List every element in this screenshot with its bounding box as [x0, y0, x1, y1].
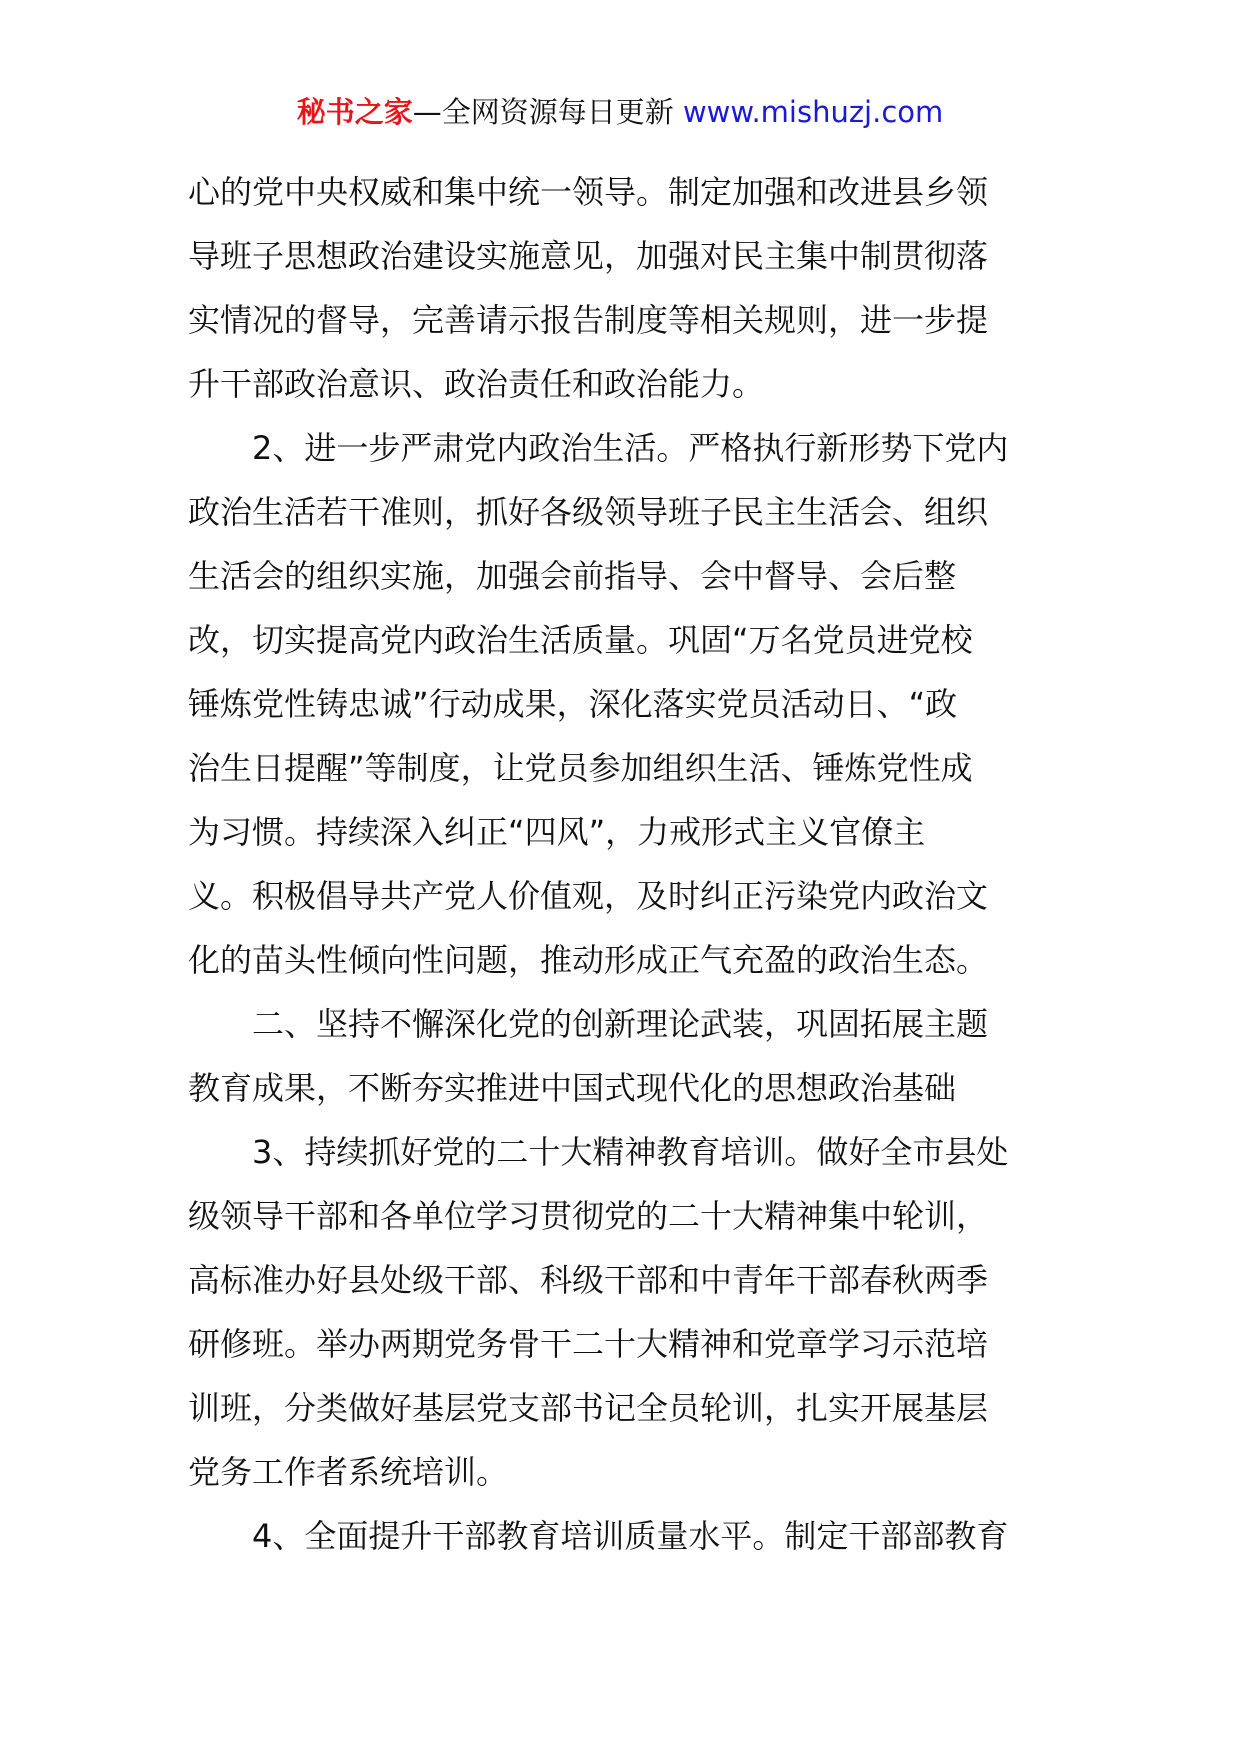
- section-heading: [188, 992, 1058, 1120]
- text-line: 心的党中央权威和集中统一领导。制定加强和改进县乡领: [188, 173, 989, 211]
- text-line: 3、持续抓好党的二十大精神教育培训。做好全市县处: [252, 1133, 1009, 1171]
- text-line: 政治生活若干准则，抓好各级领导班子民主生活会、组织: [188, 493, 989, 531]
- paragraph-3: [188, 1120, 1058, 1504]
- text-line: 改，切实提高党内政治生活质量。巩固“万名党员进党校: [188, 621, 973, 659]
- document-body: [188, 160, 1058, 1568]
- text-line: 义。积极倡导共产党人价值观，及时纠正污染党内政治文: [188, 877, 989, 915]
- paragraph-4: [188, 1504, 1058, 1568]
- text-line: 锤炼党性铸忠诚”行动成果，深化落实党员活动日、“政: [188, 685, 958, 723]
- text-line: 4、全面提升干部教育培训质量水平。制定干部部教育: [252, 1517, 1009, 1555]
- text-line: 级领导干部和各单位学习贯彻党的二十大精神集中轮训，: [188, 1197, 989, 1235]
- header-brand: 秘书之家: [296, 95, 413, 129]
- paragraph-2: [188, 416, 1058, 992]
- page-header: [0, 92, 1240, 132]
- header-tagline: —全网资源每日更新: [412, 95, 683, 129]
- text-line: 教育成果，不断夯实推进中国式现代化的思想政治基础: [188, 1069, 957, 1107]
- text-line: 化的苗头性倾向性问题，推动形成正气充盈的政治生态。: [188, 941, 989, 979]
- text-line: 党务工作者系统培训。: [188, 1453, 509, 1491]
- text-line: 训班，分类做好基层党支部书记全员轮训，扎实开展基层: [188, 1389, 989, 1427]
- text-line: 二、坚持不懈深化党的创新理论武装，巩固拓展主题: [252, 1005, 989, 1043]
- text-line: 治生日提醒”等制度，让党员参加组织生活、锤炼党性成: [188, 749, 973, 787]
- header-url[interactable]: www.mishuzj.com: [682, 95, 944, 129]
- text-line: 导班子思想政治建设实施意见，加强对民主集中制贯彻落: [188, 237, 989, 275]
- text-line: 高标准办好县处级干部、科级干部和中青年干部春秋两季: [188, 1261, 989, 1299]
- text-line: 生活会的组织实施，加强会前指导、会中督导、会后整: [188, 557, 957, 595]
- text-line: 为习惯。持续深入纠正“四风”，力戒形式主义官僚主: [188, 813, 926, 851]
- paragraph-1: [188, 160, 1058, 416]
- text-line: 研修班。举办两期党务骨干二十大精神和党章学习示范培: [188, 1325, 989, 1363]
- text-line: 实情况的督导，完善请示报告制度等相关规则，进一步提: [188, 301, 989, 339]
- text-line: 2、进一步严肃党内政治生活。严格执行新形势下党内: [252, 429, 1009, 467]
- text-line: 升干部政治意识、政治责任和政治能力。: [188, 365, 765, 403]
